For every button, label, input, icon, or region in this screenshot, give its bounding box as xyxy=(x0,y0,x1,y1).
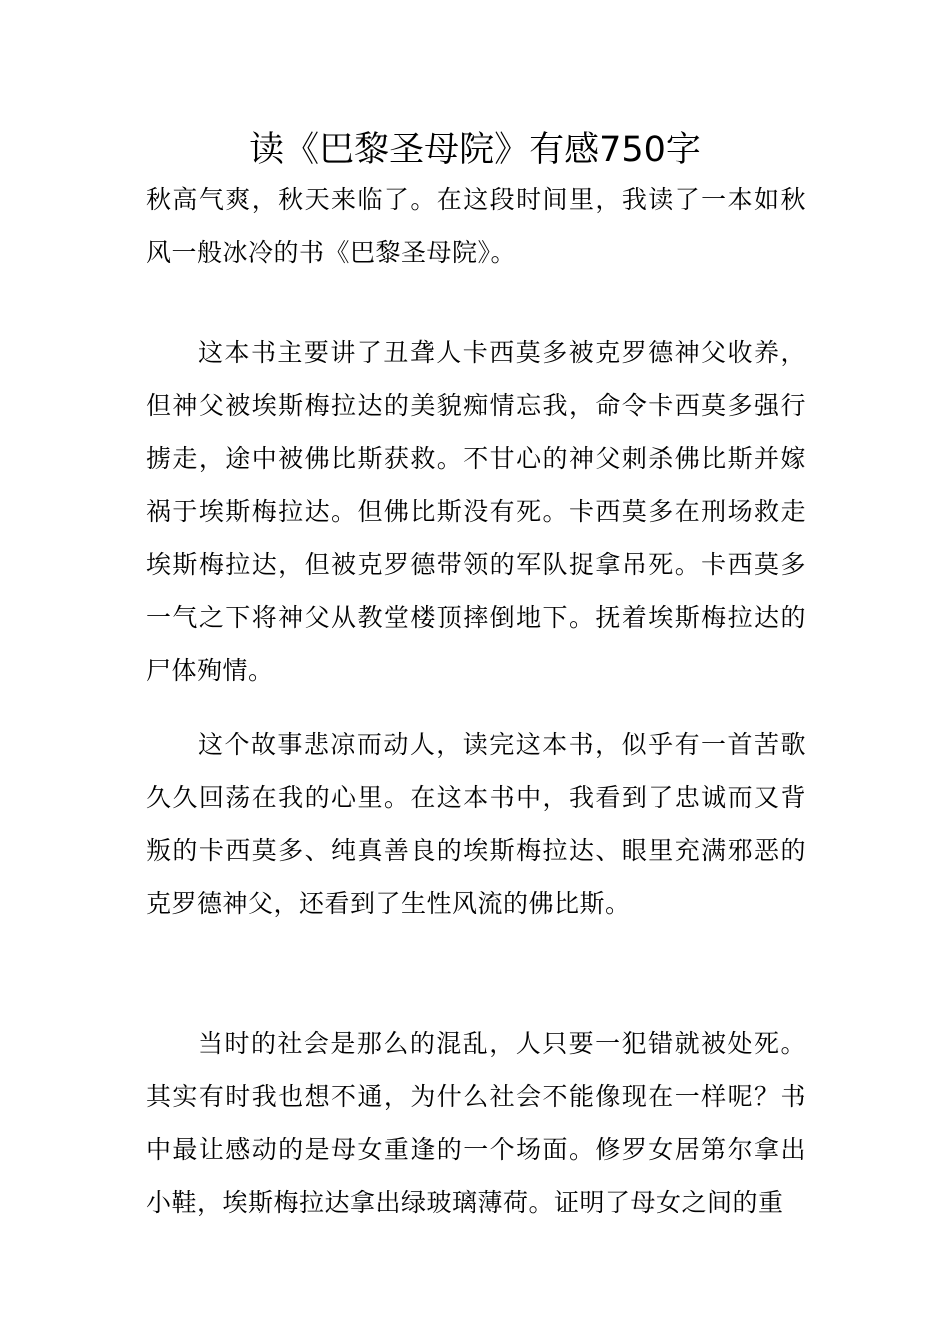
document-title: 读《巴黎圣母院》有感750字 xyxy=(249,130,701,170)
paragraph-society: 当时的社会是那么的混乱，人只要一犯错就被处死。其实有时我也想不通，为什么社会不能像现在一样呢？书中最让感动的是母女重逢的一个场面。修罗女居第尔拿出小鞋，埃斯梅拉达拿出绿玻璃薄荷。证明了母女之间的重 xyxy=(146,1029,806,1217)
paragraph-intro: 秋高气爽，秋天来临了。在这段时间里，我读了一本如秋风一般冰冷的书《巴黎圣母院》。 xyxy=(146,185,806,267)
paragraph-plot-summary: 这本书主要讲了丑聋人卡西莫多被克罗德神父收养，但神父被埃斯梅拉达的美貌痴情忘我，命令卡西莫多强行掳走，途中被佛比斯获救。不甘心的神父刺杀佛比斯并嫁祸于埃斯梅拉达。但佛比斯没有死。卡西莫多在刑场救走埃斯梅拉达，但被克罗德带领的军队捉拿吊死。卡西莫多一气之下将神父从教堂楼顶摔倒地下。抚着埃斯梅拉达的尸体殉情。 xyxy=(146,338,806,685)
paragraph-reflection: 这个故事悲凉而动人，读完这本书，似乎有一首苦歌久久回荡在我的心里。在这本书中，我看到了忠诚而又背叛的卡西莫多、纯真善良的埃斯梅拉达、眼里充满邪恶的克罗德神父，还看到了生性风流的佛比斯。 xyxy=(146,730,806,918)
